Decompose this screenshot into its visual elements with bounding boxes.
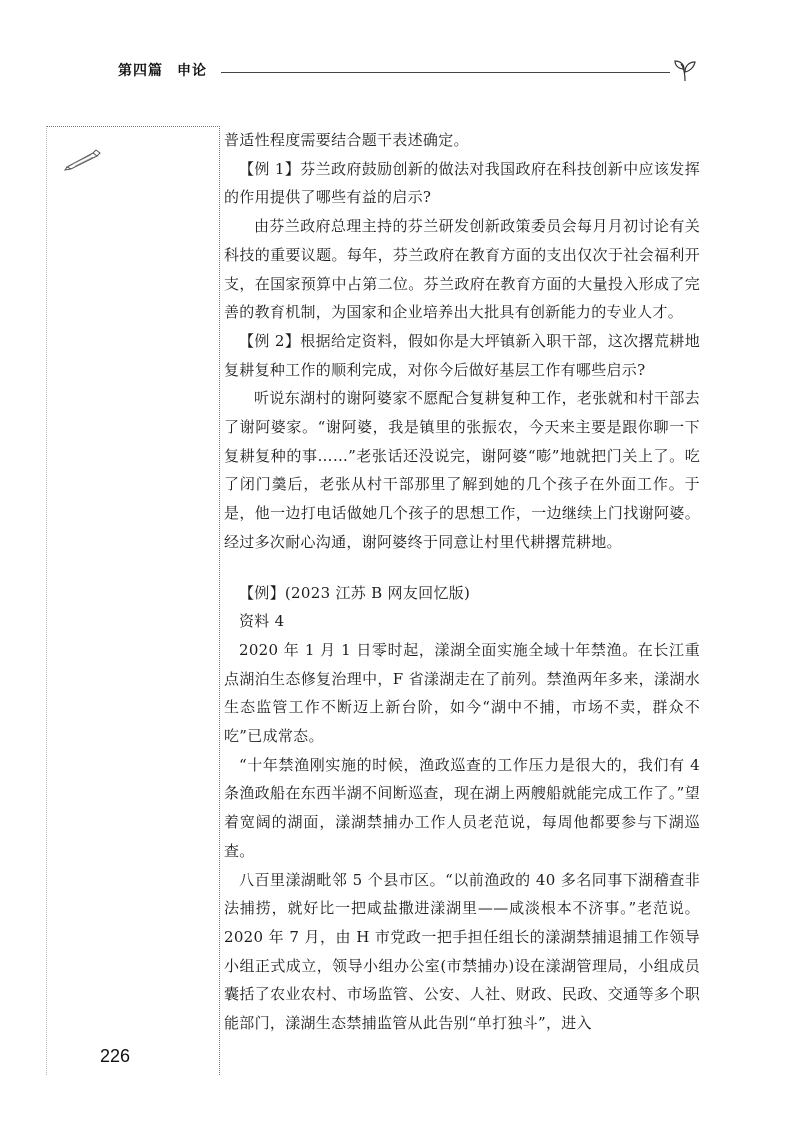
section-gap [224,557,700,579]
running-header [118,58,698,82]
example-1-material: 由芬兰政府总理主持的芬兰研发创新政策委员会每月月初讨论有关科技的重要议题。每年，芬兰政府在教育方面的支出仅次于社会福利开支，在国家预算中占第二位。芬兰政府在教育方面的大量投入形成了完善的教育机制，为国家和企业培养出大批具有创新能力的专业人才。 [224,217,700,322]
page-number: 226 [100,1046,131,1066]
leaf-icon [672,57,698,83]
material-paragraph-1: 2020 年 1 月 1 日零时起，漾湖全面实施全域十年禁渔。在长江重点湖泊生态修复治理中，F 省漾湖走在了前列。禁渔两年多来，漾湖水生态监管工作不断迈上新台阶，如今“湖中不捕，市场不卖，群众不吃”已成常态。 [224,640,700,746]
example-heading: 【例】(2023 江苏 B 网友回忆版) [239,583,471,602]
header-part-label: 第四篇 [118,63,163,79]
material-paragraph-2: “十年禁渔刚实施的时候，渔政巡查的工作压力是很大的，我们有 4 条渔政船在东西半湖不间断巡查，现在湖上两艘船就能完成工作了。”望着宽阔的湖面，漾湖禁捕办工作人员老范说，每周他都要参与下湖巡查。 [224,755,700,860]
header-section-title: 申论 [177,63,207,79]
material-label: 资料 4 [239,612,285,631]
material-paragraph-3: 八百里漾湖毗邻 5 个县市区。“以前渔政的 40 多名同事下湖稽查非法捕捞，就好比一把咸盐撒进漾湖里——咸淡根本不济事。”老范说。2020 年 7 月，由 H 市党政一把手担任组长的漾湖禁捕退捕工作领导小组正式成立，领导小组办公室(市禁捕办)设在漾湖管理局，小组成员囊括了农业农村、市场监管、公安、人社、财政、民政、交通等多个职能部门，漾湖生态禁捕监管从此告别“单打独斗”，进入 [224,870,700,1033]
pen-icon [63,147,103,171]
example-2-material: 听说东湖村的谢阿婆家不愿配合复耕复种工作，老张就和村干部去了谢阿婆家。“谢阿婆，我是镇里的张振农，今天来主要是跟你聊一下复耕复种的事……”老张话还没说完，谢阿婆“嘭”地就把门关上了。吃了闭门羹后，老张从村干部那里了解到她的几个孩子在外面工作。于是，他一边打电话做她几个孩子的思想工作，一边继续上门找谢阿婆。经过多次耐心沟通，谢阿婆终于同意让村里代耕撂荒耕地。 [224,389,700,551]
main-text [224,126,700,1038]
example-2-question: 【例 2】根据给定资料，假如你是大坪镇新入职干部，这次撂荒耕地复耕复种工作的顺利完成，对你今后做好基层工作有哪些启示? [224,331,700,379]
example-1-question: 【例 1】芬兰政府鼓励创新的做法对我国政府在科技创新中应该发挥的作用提供了哪些有益的启示? [224,159,700,207]
header-rule [221,72,670,73]
margin-note-box [46,126,220,1075]
paragraph-continuation: 普适性程度需要结合题干表述确定。 [224,131,469,149]
